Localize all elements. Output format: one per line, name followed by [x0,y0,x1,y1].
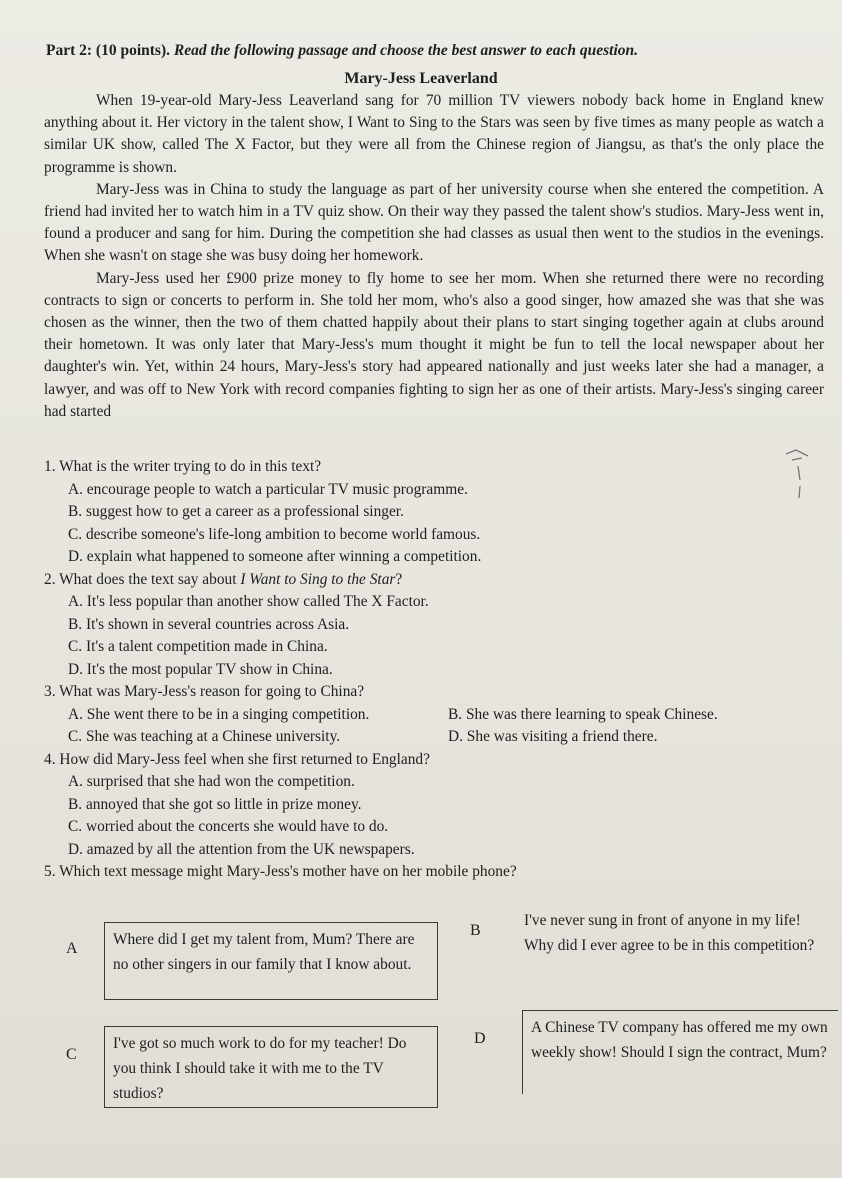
answer-option[interactable]: B. annoyed that she got so little in prize money. [68,795,362,813]
answer-option[interactable]: A. It's less popular than another show called The X Factor. [68,593,429,610]
message-label-c[interactable]: C [66,1046,77,1063]
answer-option[interactable]: D. explain what happened to someone after winning a competition. [68,548,482,565]
answer-option[interactable]: D. amazed by all the attention from the UK newspapers. [68,840,415,858]
points-label: (10 points). [95,42,170,59]
passage-paragraph: Mary-Jess used her £900 prize money to fly home to see her mom. When she returned there were no recording contracts to sign or concerts to perform in. She told her mom, who's also a good singer, how amazed she was that she was chosen as the winner, then the two of them chatted happily about their plans to start singing together again at clubs around their hometown. It was only later that Mary-Jess's mum thought it might be fun to tell the local newspaper about her daughter's win. Yet, within 24 hours, Mary-Jess's story had appeared nationally and just weeks later she had a manager, a lawyer, and was off to New York with record companies fighting to sign her as one of their artists. Mary-Jess's singing career had started [44,269,824,420]
answer-option[interactable]: C. worried about the concerts she would have to do. [68,818,389,835]
answer-option[interactable]: C. It's a talent competition made in China. [68,638,328,655]
answer-option[interactable]: B. She was there learning to speak Chinese. [448,705,718,723]
passage-body [44,90,824,423]
question-stem-prefix: 2. What does the text say about [44,570,241,588]
message-option-a[interactable]: Where did I get my talent from, Mum? There are no other singers in our family that I know about. [104,922,438,1000]
question-stem: 4. How did Mary-Jess feel when she first returned to England? [44,750,430,768]
option-row [68,726,834,749]
answer-option[interactable]: D. It's the most popular TV show in China. [68,660,333,678]
question-stem [44,569,834,592]
passage-title: Mary-Jess Leaverland [344,70,498,87]
section-header [46,42,826,60]
question-stem: 1. What is the writer trying to do in this text? [44,458,322,475]
part-label: Part 2: [46,42,93,59]
question-stem-suffix: ? [395,570,403,588]
answer-option[interactable]: C. She was teaching at a Chinese university. [68,728,341,745]
answer-option[interactable]: A. encourage people to watch a particular TV music programme. [68,480,468,498]
passage-paragraph: Mary-Jess was in China to study the language as part of her university course when she entered the competition. A friend had invited her to watch him in a TV quiz show. On their way they passed the talent show's studios. Mary-Jess went in, found a producer and sang for him. During the competition she had classes as usual then went to the studios in the evenings. When she wasn't on stage she was busy doing her homework. [44,180,824,265]
option-row [68,704,834,727]
answer-option[interactable]: D. She was visiting a friend there. [448,728,658,745]
message-option-b[interactable]: I've never sung in front of anyone in my life! Why did I ever agree to be in this competition? [524,912,815,954]
message-label-b[interactable]: B [470,922,481,939]
answer-option[interactable]: A. She went there to be in a singing competition. [68,705,370,723]
show-title: I Want to Sing to the Star [240,570,396,588]
question-list [44,456,834,884]
passage-paragraph: When 19-year-old Mary-Jess Leaverland sang for 70 million TV viewers nobody back home in England knew anything about it. Her victory in the talent show, I Want to Sing to the Stars was seen by five times as many people as watch a similar UK show, called The X Factor, but they were all from the Chinese region of Jiangsu, as that's the only place the programme is shown. [44,92,824,176]
message-option-c[interactable]: I've got so much work to do for my teacher! Do you think I should take it with me to the TV studios? [104,1026,438,1108]
question-stem: 3. What was Mary-Jess's reason for going to China? [44,683,365,700]
instruction-text: Read the following passage and choose the best answer to each question. [173,42,639,59]
message-option-d[interactable]: A Chinese TV company has offered me my own weekly show! Should I sign the contract, Mum? [522,1010,838,1094]
question-stem: 5. Which text message might Mary-Jess's mother have on her mobile phone? [44,863,517,880]
answer-option[interactable]: B. It's shown in several countries across Asia. [68,615,350,633]
answer-option[interactable]: C. describe someone's life-long ambition to become world famous. [68,525,481,543]
answer-option[interactable]: B. suggest how to get a career as a professional singer. [68,503,404,520]
message-label-d[interactable]: D [474,1030,486,1047]
message-label-a[interactable]: A [66,940,78,957]
answer-option[interactable]: A. surprised that she had won the competition. [68,773,355,790]
